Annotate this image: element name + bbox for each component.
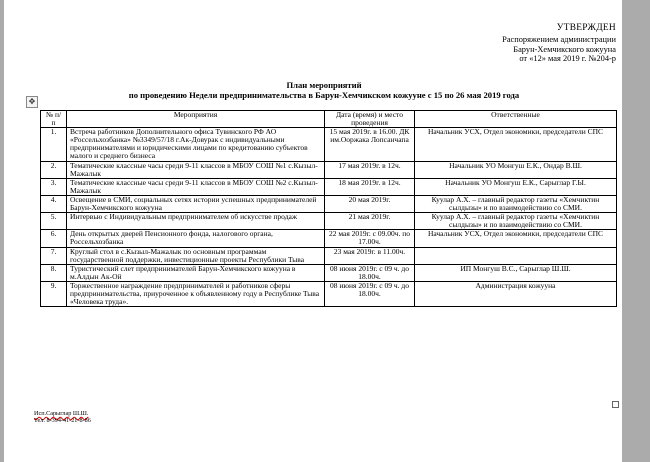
- table-row: [41, 195, 617, 212]
- table-resize-handle[interactable]: [612, 401, 619, 408]
- executor-phone: Тел. 8-394-41-21-8-86: [34, 417, 91, 424]
- row-date: 08 июня 2019г. с 09 ч. до 18.00ч.: [325, 281, 415, 306]
- row-responsible: Куулар А.Х. – главный редактор газеты «Хемчиктин сылдызы» и по взаимодействию со СМИ.: [415, 213, 617, 230]
- row-number: 4.: [41, 195, 67, 212]
- row-event: День открытых дверей Пенсионного фонда, налогового органа, Россельхозбанка: [67, 230, 325, 247]
- document-title: [44, 80, 604, 100]
- row-date: 21 мая 2019г.: [325, 213, 415, 230]
- row-event: Тематические классные часы среди 9-11 классов в МБОУ СОШ №1 с.Кызыл-Мажалык: [67, 161, 325, 178]
- row-date: 20 мая 2019г.: [325, 195, 415, 212]
- table-header-row: [41, 111, 617, 128]
- row-date: 08 июня 2019г. с 09 ч. до 18.00ч.: [325, 264, 415, 281]
- row-responsible: Начальник УСХ, Отдел экономики, председатели СПС: [415, 128, 617, 161]
- row-responsible: Куулар А.Х. – главный редактор газеты «Хемчиктин сылдызы» и по взаимодействию со СМИ.: [415, 195, 617, 212]
- table-row: [41, 178, 617, 195]
- row-event: Круглый стол в с.Кызыл-Мажалык по основным программам государственной поддержки, инвестиционные проекты Республики Тыва: [67, 247, 325, 264]
- row-date: 18 мая 2019г. в 12ч.: [325, 178, 415, 195]
- row-date: 22 мая 2019г. с 09.00ч. по 17.00ч.: [325, 230, 415, 247]
- row-responsible: [415, 247, 617, 264]
- row-number: 5.: [41, 213, 67, 230]
- row-number: 3.: [41, 178, 67, 195]
- row-date: 15 мая 2019г. в 16.00. ДК им.Ооржака Лопсанчапа: [325, 128, 415, 161]
- row-event: Туристический слет предпринимателей Барун-Хемчикского кожууна в м.Алдын Ак-Ой: [67, 264, 325, 281]
- row-date: 23 мая 2019г. в 11.00ч.: [325, 247, 415, 264]
- row-number: 9.: [41, 281, 67, 306]
- header-number: № п/п: [41, 111, 67, 128]
- row-event: Встреча работников Дополнительного офиса Тувинского РФ АО «Россельхозбанка» №3349/57/18 г.Ак-Довурак с индивидуальными предпринимателями и юридическими лицами по кредитованию субъектов малого и среднего бизнеса: [67, 128, 325, 161]
- header-event: Мероприятия: [67, 111, 325, 128]
- row-number: 2.: [41, 161, 67, 178]
- approval-line-1: Распоряжением администрации: [502, 35, 616, 45]
- row-event: Интервью с Индивидуальным предпринимателем об искусстве продаж: [67, 213, 325, 230]
- events-table: [40, 110, 617, 307]
- row-responsible: Администрация кожууна: [415, 281, 617, 306]
- title-line-2: по проведению Недели предпринимательства в Барун-Хемчикском кожууне с 15 по 26 мая 2019 года: [128, 90, 520, 100]
- executor-name: Исп.Сарыглар Ш.Ш.: [34, 410, 89, 417]
- table-row: [41, 213, 617, 230]
- table-row: [41, 247, 617, 264]
- table-row: [41, 264, 617, 281]
- approval-heading: УТВЕРЖДЕН: [556, 23, 616, 33]
- approval-block: [502, 24, 616, 64]
- row-number: 7.: [41, 247, 67, 264]
- table-row: [41, 161, 617, 178]
- row-number: 1.: [41, 128, 67, 161]
- row-event: Торжественное награждение предпринимателей и работников сферы предпринимательства, приуроченное к объявленному году в Республике Тыва «Человека труда».: [67, 281, 325, 306]
- table-move-handle-icon[interactable]: ✥: [26, 96, 38, 108]
- row-responsible: Начальник УСХ, Отдел экономики, председатели СПС: [415, 230, 617, 247]
- footer-block: [34, 410, 91, 424]
- table-row: [41, 128, 617, 161]
- approval-line-3: от «12» мая 2019 г. №204-р: [519, 54, 616, 64]
- header-date: Дата (время) и место проведения: [325, 111, 415, 128]
- approval-line-2: Барун-Хемчикского кожууна: [513, 44, 616, 54]
- table-row: [41, 230, 617, 247]
- row-event: Тематические классные часы среди 9-11 классов в МБОУ СОШ №2 с.Кызыл-Мажалык: [67, 178, 325, 195]
- table-row: [41, 281, 617, 306]
- title-line-1: План мероприятий: [286, 80, 362, 90]
- row-responsible: ИП Монгуш В.С., Сарыглар Ш.Ш.: [415, 264, 617, 281]
- row-responsible: Начальник УО Монгуш Е.К., Ондар В.Ш.: [415, 161, 617, 178]
- header-responsible: Ответственные: [415, 111, 617, 128]
- row-number: 6.: [41, 230, 67, 247]
- row-number: 8.: [41, 264, 67, 281]
- row-responsible: Начальник УО Монгуш Е.К., Сарыглар Г.Ы.: [415, 178, 617, 195]
- row-event: Освещение в СМИ, социальных сетях истории успешных предпринимателей Барун-Хемчикского кожууна: [67, 195, 325, 212]
- row-date: 17 мая 2019г. в 12ч.: [325, 161, 415, 178]
